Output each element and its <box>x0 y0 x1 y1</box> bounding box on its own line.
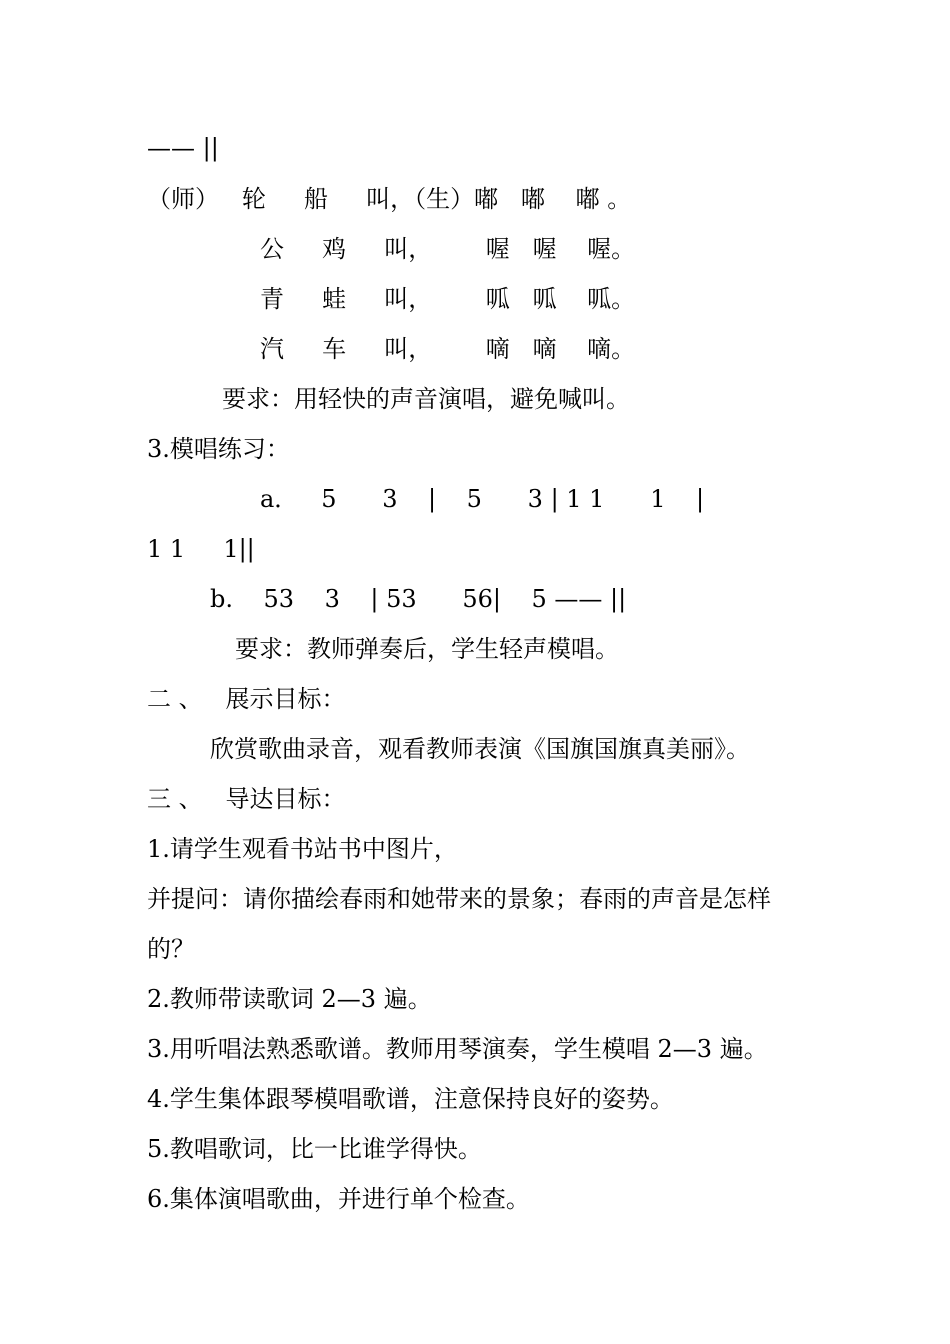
paragraph: 欣赏歌曲录音，观看教师表演《国旗国旗真美丽》。 <box>210 735 750 763</box>
section-heading: 3.模唱练习： <box>147 435 290 463</box>
list-item: 3.用听唱法熟悉歌谱。教师用琴演奏，学生模唱 2—3 遍。 <box>147 1035 768 1063</box>
notation-line: b. 53 3 | 53 56| 5 —— || <box>210 585 627 613</box>
requirement-text: 要求：教师弹奏后，学生轻声模唱。 <box>235 635 619 663</box>
paragraph: 并提问：请你描绘春雨和她带来的景象；春雨的声音是怎样 <box>147 885 771 913</box>
paragraph: 的？ <box>147 935 195 963</box>
requirement-text: 要求：用轻快的声音演唱，避免喊叫。 <box>222 385 630 413</box>
section-heading: 二 、 展示目标： <box>147 685 346 713</box>
list-item: 1.请学生观看书站书中图片， <box>147 835 458 863</box>
call-response-line: 青 蛙 叫， 呱 呱 呱。 <box>260 285 636 313</box>
call-response-line: 公 鸡 叫， 喔 喔 喔。 <box>260 235 636 263</box>
notation-line: a． 5 3 | 5 3 | 1 1 1 | <box>260 485 705 513</box>
call-response-line: （师） 轮 船 叫，（生）嘟 嘟 嘟 。 <box>147 185 632 213</box>
list-item: 4.学生集体跟琴模唱歌谱，注意保持良好的姿势。 <box>147 1085 674 1113</box>
notation-line: —— || <box>147 134 219 162</box>
section-heading: 三 、 导达目标： <box>147 785 346 813</box>
list-item: 5.教唱歌词，比一比谁学得快。 <box>147 1135 482 1163</box>
list-item: 2.教师带读歌词 2—3 遍。 <box>147 985 432 1013</box>
list-item: 6.集体演唱歌曲，并进行单个检查。 <box>147 1185 530 1213</box>
notation-line: 1 1 1|| <box>147 535 255 563</box>
call-response-line: 汽 车 叫， 嘀 嘀 嘀。 <box>260 335 636 363</box>
